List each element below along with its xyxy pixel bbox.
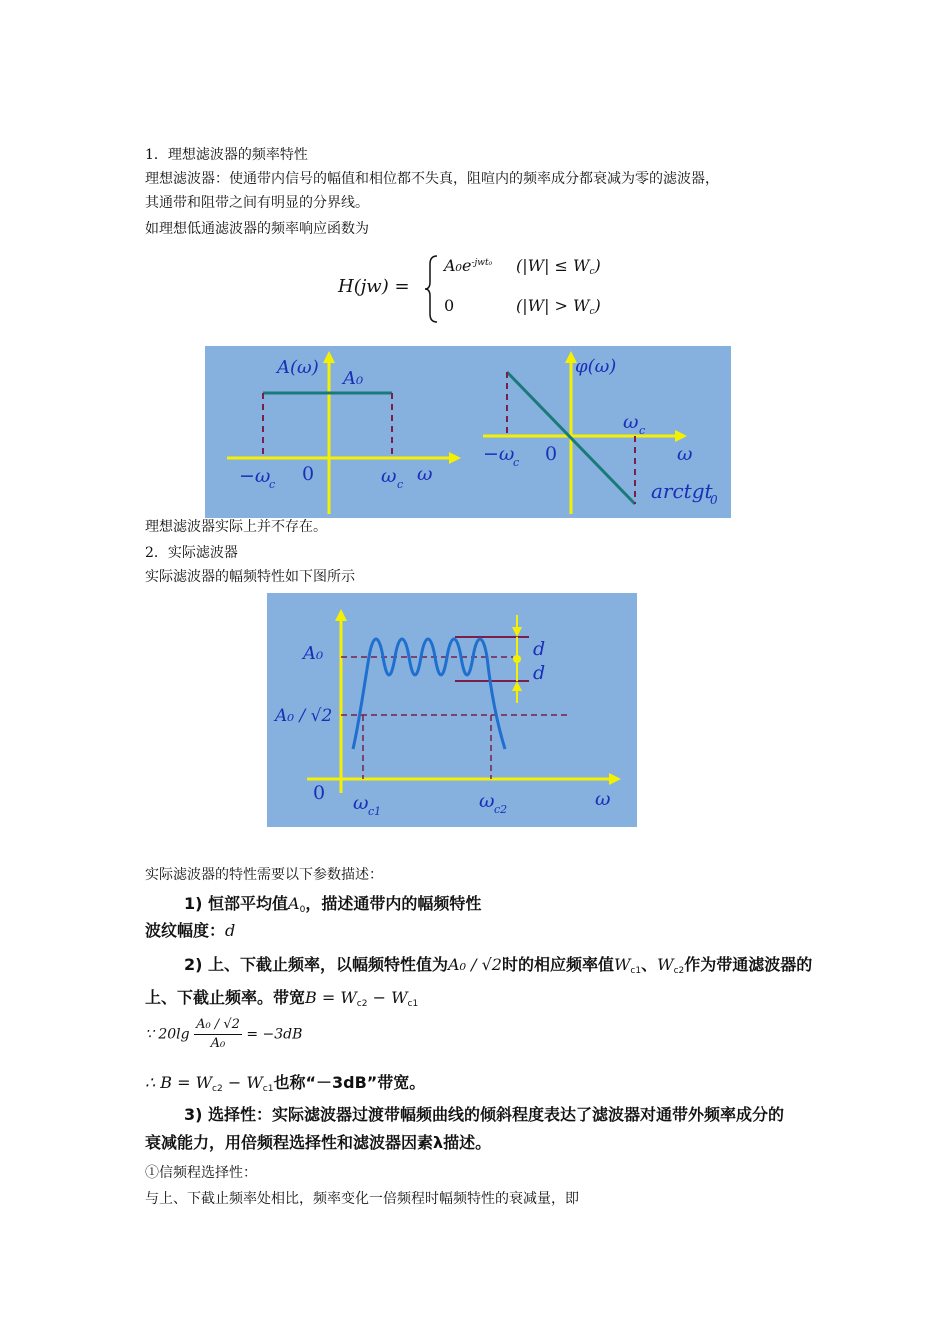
label-amplitude: A(ω) (277, 357, 319, 378)
heading-ideal-filter: 1．理想滤波器的频率特性 (145, 147, 308, 163)
formula-case2-condition: $(|W| > W_c)$ (516, 296, 601, 317)
formula-bandwidth: ∴ $B = W_{c2} - W_{c1}$也称“－3dB”带宽。 (145, 1073, 426, 1094)
label-wc1-sub: c1 (368, 805, 382, 818)
arrow-x (609, 773, 621, 785)
arrow-x-right (675, 430, 687, 442)
arrow-y-left (323, 351, 335, 363)
label-zero-left: 0 (302, 463, 315, 485)
paragraph-ideal-definition: 理想滤波器：使通带内信号的幅值和相位都不失真，阻喧内的频率成分都衰减为零的滤波器， (145, 171, 719, 187)
param-selectivity-line2: 衰减能力，用倍频程选择性和滤波器因素λ描述。 (145, 1133, 492, 1152)
label-w-left: ω (417, 463, 433, 485)
formula-case1: $A_0e^{-jwt_0}$ (444, 256, 493, 275)
figure-ideal-svg (205, 346, 731, 518)
formula-brace (424, 254, 440, 324)
paragraph-parameters: 实际滤波器的特性需要以下参数描述： (145, 867, 383, 883)
figure-real-svg (267, 593, 637, 827)
label-A0-sqrt2: A₀ / √2 (275, 706, 333, 726)
label-neg-wc-right: −ω (483, 443, 515, 465)
label-neg-wc: −ω (239, 465, 271, 487)
label-d-top: d (533, 638, 546, 660)
formula-log-ratio: ∵ 20lg $\frac{\text{A₀ / √2}}{\text{A₀}}$ = −3dB (145, 1017, 303, 1051)
label-A0: A₀ (303, 643, 324, 664)
label-d-bottom: d (533, 662, 546, 684)
label-wc-left: ω (381, 465, 397, 487)
label-wc-right-sub: c (639, 424, 646, 437)
label-w: ω (595, 788, 611, 810)
label-wc2: ω (479, 790, 495, 812)
label-A0: A₀ (343, 368, 364, 389)
formula-lhs: H(jw) = (338, 276, 410, 297)
formula-case1-condition: $(|W| \le W_c)$ (516, 256, 601, 277)
label-w-right: ω (677, 443, 693, 465)
param-selectivity-line1: 3) 选择性：实际滤波器过渡带幅频曲线的倾斜程度表达了滤波器对通带外频率成分的 (184, 1105, 785, 1124)
log-fraction: $\frac{\text{A₀ / √2}}{\text{A₀}}$ (196, 1017, 240, 1051)
label-wc-right: ω (623, 411, 639, 433)
label-arctgt-sub: 0 (710, 493, 718, 507)
paragraph-ideal-boundary: 其通带和阻带之间有明显的分界线。 (145, 195, 369, 211)
heading-real-filter: 2．实际滤波器 (145, 545, 238, 561)
d-arrowhead-top (512, 627, 522, 637)
paragraph-real-amplitude: 实际滤波器的幅频特性如下图所示 (145, 569, 355, 585)
param-cutoff-line2: 上、下截止频率。带宽$B = W_{c2} - W_{c1}$ (145, 988, 419, 1009)
param-average: 1) 恒部平均值$A_0$，描述通带内的幅频特性 (184, 894, 482, 915)
d-center-dot (513, 655, 521, 663)
label-arctgt: arctgt (651, 479, 713, 503)
figure-real-filter (267, 593, 637, 827)
arrow-y (335, 609, 347, 621)
label-zero-right: 0 (545, 443, 558, 465)
param-cutoff-line1: 2) 上、下截止频率，以幅频特性值为A₀ / √2时的相应频率值$W_{c1}$、$W_{c2}$作为带通滤波器的 (184, 955, 813, 976)
figure-ideal-filter (205, 346, 731, 518)
paragraph-ideal-lowpass: 如理想低通滤波器的频率响应函数为 (145, 221, 369, 237)
param-ripple: 波纹幅度：d (145, 921, 236, 940)
paragraph-octave-definition: 与上、下截止频率处相比，频率变化一倍频程时幅频特性的衰减量，即 (145, 1191, 579, 1207)
paragraph-octave-selectivity: ①信频程选择性： (145, 1165, 257, 1181)
label-wc2-sub: c2 (494, 803, 508, 816)
label-wc1: ω (353, 792, 369, 814)
arrow-x-left (449, 452, 461, 464)
label-wc-left-sub: c (397, 478, 404, 491)
formula-frequency-response (338, 252, 628, 324)
amplitude-curve (353, 639, 505, 749)
paragraph-ideal-nonexistent: 理想滤波器实际上并不存在。 (145, 519, 327, 535)
label-neg-wc-right-sub: c (513, 456, 520, 469)
formula-case2: 0 (444, 296, 455, 315)
label-phase: φ(ω) (575, 356, 617, 377)
label-neg-wc-sub: c (269, 478, 276, 491)
label-zero: 0 (313, 782, 326, 804)
